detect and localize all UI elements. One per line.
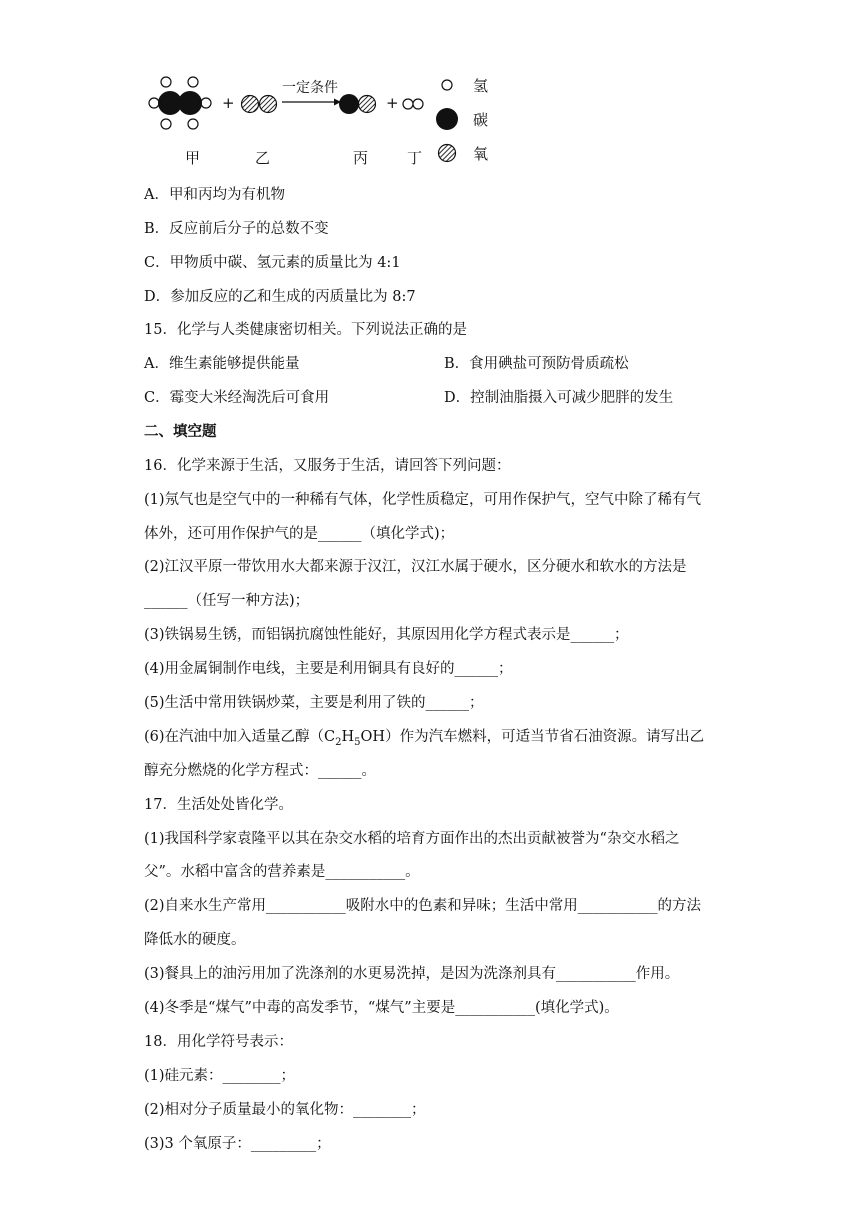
hydrogen-atom [161, 119, 171, 129]
oxygen-atom [359, 96, 376, 113]
q16-part6-text-post: OH）作为汽车燃料，可适当节省石油资源。请写出乙 [360, 729, 705, 745]
subscript: 5 [354, 736, 361, 748]
q17-part4: (4)冬季是“煤气”中毒的高发季节，“煤气”主要是___________(填化学式)。 [144, 1000, 619, 1016]
q16-part3: (3)铁锅易生锈，而铝锅抗腐蚀性能好，其原因用化学方程式表示是______； [144, 627, 629, 643]
q16-part6-line1 [144, 727, 704, 753]
q18-part2: (2)相对分子质量最小的氧化物：________； [144, 1102, 426, 1118]
reaction-diagram-svg [140, 66, 520, 178]
label-ding: 丁 [407, 149, 423, 167]
hydrogen-atom [149, 98, 159, 108]
q15-option-a: A．维生素能够提供能量 [144, 356, 300, 372]
label-yi: 乙 [255, 149, 271, 167]
legend-carbon-label: 碳 [473, 111, 489, 129]
legend-oxygen-label: 氧 [473, 145, 489, 163]
q16-part6-line2: 醇充分燃烧的化学方程式：______。 [144, 763, 376, 779]
section-heading-fill-in: 二、填空题 [144, 423, 217, 440]
hydrogen-atom [201, 98, 211, 108]
q17-part2-line2: 降低水的硬度。 [144, 932, 246, 948]
q15-option-d: D．控制油脂摄入可减少肥胖的发生 [444, 390, 674, 406]
reaction-diagram [140, 66, 520, 178]
molecule-jia [149, 77, 211, 129]
reaction-arrow [282, 99, 341, 106]
subscript: 2 [335, 736, 342, 748]
q14-option-a: A．甲和丙均为有机物 [144, 187, 285, 203]
q18-part3: (3)3 个氧原子：_________； [144, 1136, 331, 1152]
q16-part4: (4)用金属铜制作电线，主要是利用铜具有良好的______； [144, 661, 513, 677]
legend-hydrogen-icon [442, 80, 452, 90]
hydrogen-atom [403, 99, 413, 109]
plus-sign: + [222, 94, 235, 112]
molecule-bing [339, 94, 376, 114]
legend-hydrogen-label: 氢 [473, 77, 489, 95]
molecule-yi [242, 96, 277, 113]
oxygen-atom [242, 96, 259, 113]
molecule-ding [403, 99, 423, 109]
legend-carbon-icon [436, 108, 458, 130]
q14-option-c: C．甲物质中碳、氢元素的质量比为 4:1 [144, 255, 401, 271]
condition-label: 一定条件 [282, 80, 338, 96]
q15-stem: 15．化学与人类健康密切相关。下列说法正确的是 [144, 322, 467, 338]
hydrogen-atom [188, 77, 198, 87]
label-jia: 甲 [185, 149, 201, 167]
label-bing: 丙 [353, 149, 369, 167]
carbon-atom [339, 94, 359, 114]
q15-option-b: B．食用碘盐可预防骨质疏松 [444, 356, 629, 372]
plus-sign: + [386, 94, 399, 112]
oxygen-atom [260, 96, 277, 113]
q16-part5: (5)生活中常用铁锅炒菜，主要是利用了铁的______； [144, 695, 484, 711]
q16-part6-text-pre: (6)在汽油中加入适量乙醇（C [144, 729, 336, 745]
q16-part6-text-h: H [341, 729, 355, 745]
q16-stem: 16．化学来源于生活，又服务于生活，请回答下列问题： [144, 458, 511, 474]
q18-part1: (1)硅元素：________； [144, 1068, 296, 1084]
hydrogen-atom [413, 99, 423, 109]
q17-stem: 17．生活处处皆化学。 [144, 797, 293, 813]
legend-oxygen-icon [439, 145, 456, 162]
hydrogen-atom [188, 119, 198, 129]
q16-part1-line1: (1)氖气也是空气中的一种稀有气体，化学性质稳定，可用作保护气，空气中除了稀有气 [144, 492, 702, 508]
q17-part2-line1: (2)自来水生产常用___________吸附水中的色素和异味；生活中常用___________的方法 [144, 898, 702, 914]
carbon-atom [178, 91, 202, 115]
q18-stem: 18．用化学符号表示： [144, 1034, 293, 1050]
hydrogen-atom [161, 77, 171, 87]
q17-part1-line2: 父”。水稻中富含的营养素是___________。 [144, 864, 420, 880]
q17-part3: (3)餐具上的油污用加了洗涤剂的水更易洗掉，是因为洗涤剂具有___________作用。 [144, 966, 680, 982]
q14-option-d: D．参加反应的乙和生成的丙质量比为 8:7 [144, 289, 416, 305]
q16-part2-line2: ______（任写一种方法)； [144, 593, 310, 609]
legend [436, 77, 488, 163]
q15-option-c: C．霉变大米经淘洗后可食用 [144, 390, 330, 406]
q17-part1-line1: (1)我国科学家袁隆平以其在杂交水稻的培育方面作出的杰出贡献被誉为“杂交水稻之 [144, 831, 680, 847]
q16-part1-line2: 体外，还可用作保护气的是______（填化学式)； [144, 526, 455, 542]
q14-option-b: B．反应前后分子的总数不变 [144, 221, 329, 237]
q16-part2-line1: (2)江汉平原一带饮用水大都来源于汉江，汉江水属于硬水，区分硬水和软水的方法是 [144, 559, 687, 575]
